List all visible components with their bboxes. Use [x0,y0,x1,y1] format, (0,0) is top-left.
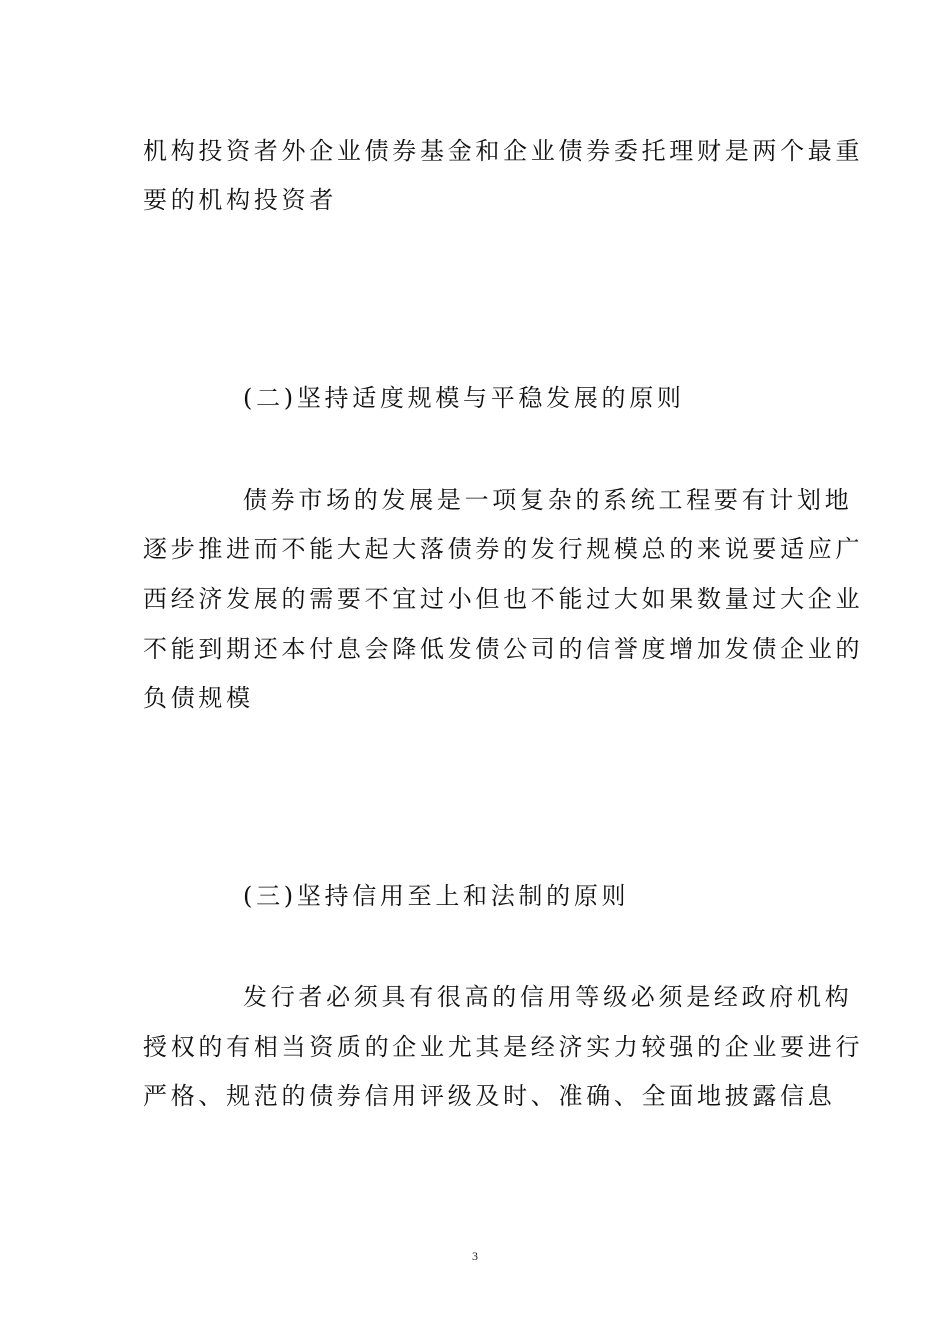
text-line: 授权的有相当资质的企业尤其是经济实力较强的企业要进行 [143,1033,864,1061]
text-line: 债券市场的发展是一项复杂的系统工程要有计划地 [243,486,853,514]
text-line: 西经济发展的需要不宜过小但也不能过大如果数量过大企业 [143,585,864,613]
text-line: 要的机构投资者 [143,186,337,214]
text-line: 负债规模 [143,684,254,712]
section-heading-2: (二)坚持适度规模与平稳发展的原则 [243,384,685,412]
text-line: 不能到期还本付息会降低发债公司的信誉度增加发债企业的 [143,635,864,663]
text-line: 机构投资者外企业债券基金和企业债券委托理财是两个最重 [143,137,864,165]
text-line: 严格、规范的债券信用评级及时、准确、全面地披露信息 [143,1082,836,1110]
text-line: 发行者必须具有很高的信用等级必须是经政府机构 [243,983,853,1011]
page-number: 3 [472,1249,478,1263]
text-line: 逐步推进而不能大起大落债券的发行规模总的来说要适应广 [143,535,864,563]
section-heading-3: (三)坚持信用至上和法制的原则 [243,882,630,910]
